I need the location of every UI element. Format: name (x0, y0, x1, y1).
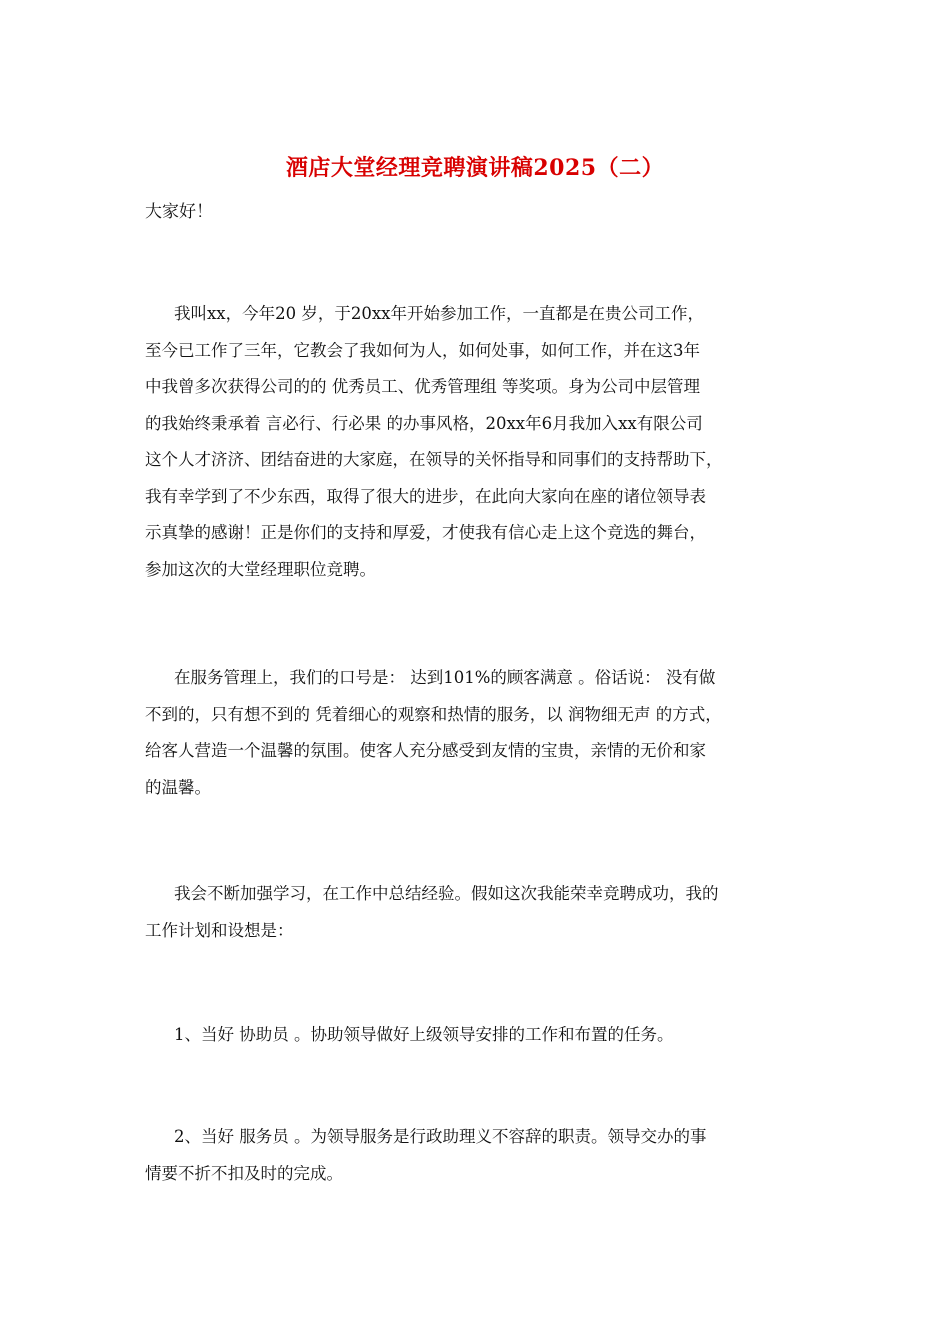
greeting: 大家好！ (145, 202, 213, 222)
paragraph-line: 至今已工作了三年，它教会了我如何为人，如何处事，如何工作，并在这3年 (145, 340, 700, 360)
paragraph-line: 中我曾多次获得公司的的 优秀员工、优秀管理组 等奖项。身为公司中层管理 (145, 377, 700, 396)
paragraph-line: 给客人营造一个温馨的氛围。使客人充分感受到友情的宝贵，亲情的无价和家 (145, 741, 706, 760)
paragraph-line: 情要不折不扣及时的完成。 (145, 1163, 343, 1183)
paragraph-service-management (145, 660, 810, 806)
paragraph-line: 工作计划和设想是： (145, 920, 294, 940)
paragraph-plan-item-2 (145, 1119, 810, 1192)
paragraph-line: 我叫xx，今年20 岁，于20xx年开始参加工作，一直都是在贵公司工作， (174, 304, 704, 323)
paragraph-line: 1、当好 协助员 。协助领导做好上级领导安排的工作和布置的任务。 (174, 1025, 674, 1044)
paragraph-line: 这个人才济济、团结奋进的大家庭，在领导的关怀指导和同事们的支持帮助下， (145, 450, 723, 469)
paragraph-line: 的温馨。 (145, 777, 211, 797)
paragraph-line: 我会不断加强学习，在工作中总结经验。假如这次我能荣幸竞聘成功，我的 (174, 884, 719, 903)
paragraph-line: 的我始终秉承着 言必行、行必果 的办事风格，20xx年6月我加入xx有限公司 (145, 413, 703, 433)
paragraph-line: 在服务管理上，我们的口号是： 达到101%的顾客满意 。俗话说： 没有做 (174, 668, 716, 687)
paragraph-line: 2、当好 服务员 。为领导服务是行政助理义不容辞的职责。领导交办的事 (174, 1127, 707, 1146)
paragraph-intro (145, 296, 810, 588)
paragraph-work-plan-intro (145, 876, 810, 949)
paragraph-line: 我有幸学到了不少东西，取得了很大的进步，在此向大家向在座的诸位领导表 (145, 486, 706, 506)
paragraph-line: 参加这次的大堂经理职位竞聘。 (145, 559, 376, 579)
paragraph-line: 示真挚的感谢！正是你们的支持和厚爱，才使我有信心走上这个竞选的舞台， (145, 523, 706, 542)
document-title: 酒店大堂经理竞聘演讲稿2025（二） (285, 155, 665, 181)
paragraph-plan-item-1 (145, 1017, 810, 1054)
paragraph-line: 不到的，只有想不到的 凭着细心的观察和热情的服务，以 润物细无声 的方式， (145, 704, 722, 724)
